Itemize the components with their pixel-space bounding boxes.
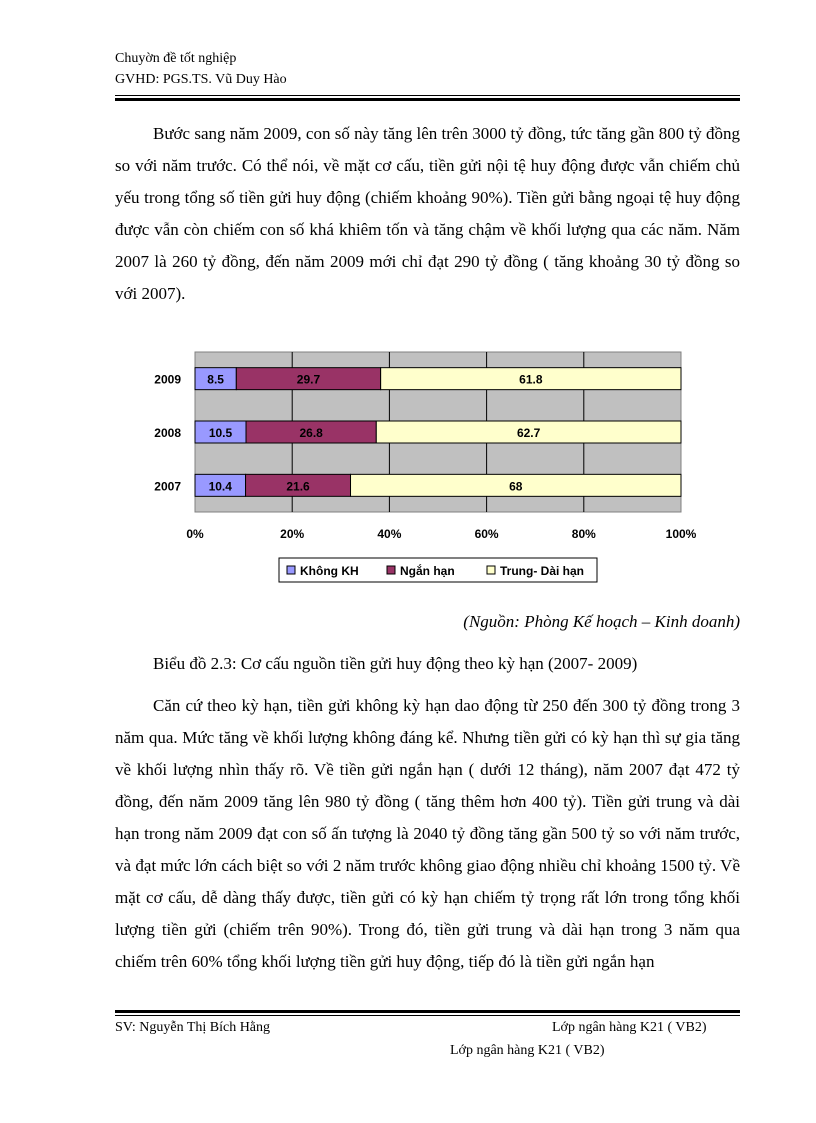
chart-source: (Nguồn: Phòng Kế hoạch – Kinh doanh)	[463, 612, 740, 631]
chart-canvas	[140, 340, 700, 600]
header-thesis-label: Chuyờn đề tốt nghiệp	[115, 51, 237, 66]
legend-swatch	[487, 566, 495, 574]
x-tick-label: 20%	[280, 527, 305, 541]
page-header	[115, 48, 740, 90]
footer-divider-thick	[115, 1010, 740, 1013]
term-structure-chart	[140, 340, 700, 600]
chart-caption: Biểu đồ 2.3: Cơ cấu nguồn tiền gửi huy động theo kỳ hạn (2007- 2009)	[153, 654, 638, 673]
bar-data-label: 21.6	[286, 479, 310, 494]
footer-class-repeat: Lớp ngân hàng K21 ( VB2)	[450, 1043, 605, 1058]
bar-data-label: 68	[509, 479, 523, 494]
x-tick-label: 100%	[665, 527, 697, 541]
x-tick-label: 40%	[377, 527, 402, 541]
bar-data-label: 10.4	[208, 479, 232, 494]
x-tick-label: 60%	[474, 527, 499, 541]
header-divider-thin	[115, 95, 740, 96]
legend-label: Trung- Dài hạn	[500, 564, 584, 578]
footer-student: SV: Nguyễn Thị Bích Hằng	[115, 1020, 271, 1035]
bar-data-label: 61.8	[519, 372, 543, 387]
bar-data-label: 26.8	[299, 426, 323, 440]
legend-swatch	[287, 566, 295, 574]
header-divider-thick	[115, 98, 740, 101]
footer-divider-thin	[115, 1015, 740, 1016]
x-tick-label: 80%	[571, 527, 596, 541]
y-category-label: 2008	[154, 426, 181, 440]
header-advisor: GVHD: PGS.TS. Vũ Duy Hào	[115, 72, 287, 87]
legend-label: Ngắn hạn	[400, 564, 455, 578]
legend-swatch	[387, 566, 395, 574]
legend-label: Không KH	[300, 564, 359, 578]
y-category-label: 2007	[154, 479, 181, 494]
y-category-label: 2009	[154, 372, 181, 387]
paragraph-1	[115, 118, 740, 310]
bar-data-label: 29.7	[296, 372, 321, 387]
bar-data-label: 10.5	[208, 426, 233, 440]
footer-class: Lớp ngân hàng K21 ( VB2)	[552, 1020, 707, 1035]
paragraph-2	[115, 690, 740, 978]
bar-data-label: 8.5	[207, 372, 224, 387]
x-tick-label: 0%	[186, 527, 204, 541]
paragraph-1-text: Bước sang năm 2009, con số này tăng lên trên 3000 tỷ đồng, tức tăng gần 800 tỷ đồng so với năm trước. Có thể nói, về mặt cơ cấu, tiền gửi nội tệ huy động được vẫn chiếm chủ yếu trong tổng số tiền gửi huy động (chiếm khoảng 90%). Tiền gửi bằng ngoại tệ huy động được vẫn còn chiếm con số khá khiêm tốn và tăng chậm về khối lượng qua các năm. Năm 2007 là 260 tỷ đồng, đến năm 2009 mới chỉ đạt 290 tỷ đồng ( tăng khoảng 30 tỷ đồng so với 2007).	[115, 124, 740, 303]
bar-data-label: 62.7	[516, 426, 541, 440]
paragraph-2-text: Căn cứ theo kỳ hạn, tiền gửi không kỳ hạn dao động từ 250 đến 300 tỷ đồng trong 3 năm qua. Mức tăng về khối lượng không đáng kể. Nhưng tiền gửi có kỳ hạn thì sự gia tăng về khối lượng nhìn thấy rõ. Về tiền gửi ngắn hạn ( dưới 12 tháng), năm 2007 đạt 472 tỷ đồng, đến năm 2009 tăng lên 980 tỷ đồng ( tăng thêm hơn 400 tỷ). Tiền gửi trung và dài hạn trong năm 2009 đạt con số ấn tượng là 2040 tỷ đồng tăng gần 500 tỷ so với năm trước, và đạt mức lớn cách biệt so với 2 năm trước không giao động nhiều chỉ khoảng 1500 tỷ. Về mặt cơ cấu, dễ dàng thấy được, tiền gửi có kỳ hạn chiếm tỷ trọng rất lớn trong tổng khối lượng tiền gửi (chiếm trên 90%). Trong đó, tiền gửi trung và dài hạn trong 3 năm qua chiếm trên 60% tổng khối lượng tiền gửi huy động, tiếp đó là tiền gửi ngắn hạn	[115, 696, 740, 971]
